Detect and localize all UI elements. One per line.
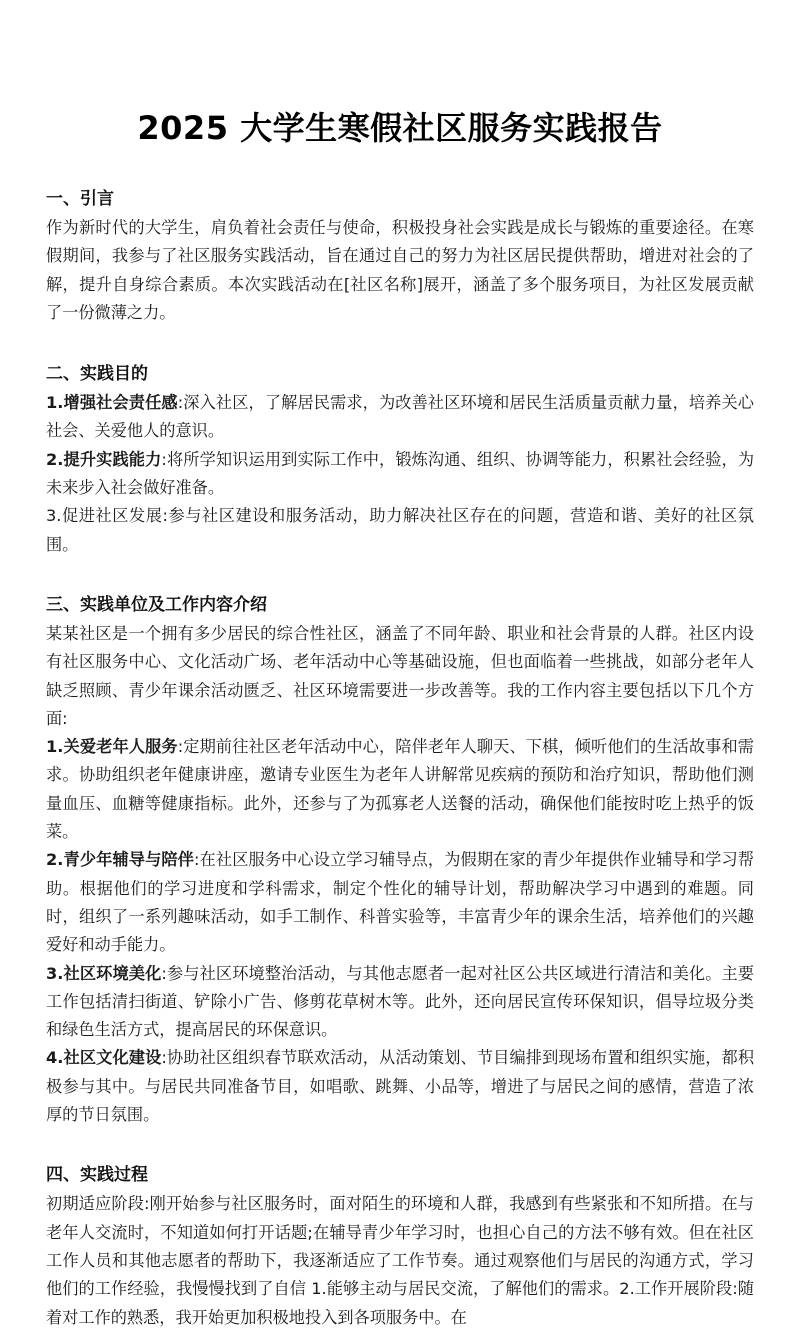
item-lead: 3.社区环境美化 (46, 963, 162, 983)
section-heading: 四、实践过程 (46, 1165, 148, 1186)
item-text: :在社区服务中心设立学习辅导点，为假期在家的青少年提供作业辅导和学习帮助。根据他们的学习进度和学科需求，制定个性化的辅导计划，帮助解决学习中遇到的难题。同时，组织了一系列趣味活动，如手工制作、科普实验等，丰富青少年的课余生活，培养他们的兴趣爱好和动手能力。 (46, 850, 754, 955)
item-text: 3.促进社区发展:参与社区建设和服务活动，助力解决社区存在的问题，营造和谐、美好的社区氛围。 (46, 506, 754, 554)
section-heading: 三、实践单位及工作内容介绍 (46, 594, 267, 615)
item-lead: 1.增强社会责任感 (46, 393, 178, 413)
section-units (46, 590, 754, 1129)
list-item (46, 960, 754, 1045)
section-heading: 二、实践目的 (46, 364, 148, 385)
item-text: :定期前往社区老年活动中心，陪伴老年人聊天、下棋，倾听他们的生活故事和需求。协助组织老年健康讲座，邀请专业医生为老年人讲解常见疾病的预防和治疗知识，帮助他们测量血压、血糖等健康指标。此外，还参与了为孤寡老人送餐的活动，确保他们能按时吃上热乎的饭菜。 (46, 737, 754, 842)
list-item (46, 502, 754, 559)
list-item (46, 446, 754, 503)
item-text: :深入社区，了解居民需求，为改善社区环境和居民生活质量贡献力量，培养关心社会、关爱他人的意识。 (46, 393, 754, 441)
item-text: :将所学知识运用到实际工作中，锻炼沟通、组织、协调等能力，积累社会经验，为未来步入社会做好准备。 (46, 449, 755, 498)
section-introduction (46, 184, 754, 327)
item-text: :协助社区组织春节联欢活动，从活动策划、节目编排到现场布置和组织实施，都积极参与其中。与居民共同准备节目，如唱歌、跳舞、小品等，增进了与居民之间的感情，营造了浓厚的节日氛围。 (46, 1048, 755, 1125)
item-lead: 2.青少年辅导与陪伴 (46, 850, 195, 870)
paragraph: 初期适应阶段:刚开始参与社区服务时，面对陌生的环境和人群，我感到有些紧张和不知所措。在与老年人交流时，不知道如何打开话题;在辅导青少年学习时，也担心自己的方法不够有效。但在社区工作人员和其他志愿者的帮助下，我逐渐适应了工作节奏。通过观察他们与居民的沟通方式，学习他们的工作经验，我慢慢找到了自信 1.能够主动与居民交流，了解他们的需求。2.工作开展阶段:随着对工作的熟悉，我开始更加积极地投入到各项服务中。在 (46, 1194, 754, 1327)
list-item (46, 1044, 754, 1129)
item-text: :参与社区环境整治活动，与其他志愿者一起对社区公共区域进行清洁和美化。主要工作包括清扫街道、铲除小广告、修剪花草树木等。此外，还向居民宣传环保知识，倡导垃圾分类和绿色生活方式，提高居民的环保意识。 (46, 963, 755, 1040)
list-item (46, 846, 754, 959)
paragraph: 作为新时代的大学生，肩负着社会责任与使命，积极投身社会实践是成长与锻炼的重要途径。在寒假期间，我参与了社区服务实践活动，旨在通过自己的努力为社区居民提供帮助，增进对社会的了解，提升自身综合素质。本次实践活动在[社区名称]展开，涵盖了多个服务项目，为社区发展贡献了一份微薄之力。 (46, 218, 754, 322)
section-heading: 一、引言 (46, 189, 114, 209)
list-item (46, 389, 754, 446)
item-lead: 1.关爱老年人服务 (46, 737, 178, 757)
paragraph: 某某社区是一个拥有多少居民的综合性社区，涵盖了不同年龄、职业和社会背景的人群。社区内设有社区服务中心、文化活动广场、老年活动中心等基础设施，但也面临着一些挑战，如部分老年人缺乏照顾、青少年课余活动匮乏、社区环境需要进一步改善等。我的工作内容主要包括以下几个方面: (46, 623, 754, 728)
item-lead: 4.社区文化建设 (46, 1048, 162, 1068)
page-title: 2025 大学生寒假社区服务实践报告 (137, 109, 663, 147)
section-process (46, 1160, 754, 1331)
item-lead: 2.提升实践能力 (46, 449, 162, 469)
list-item (46, 733, 754, 846)
section-goals (46, 359, 754, 559)
